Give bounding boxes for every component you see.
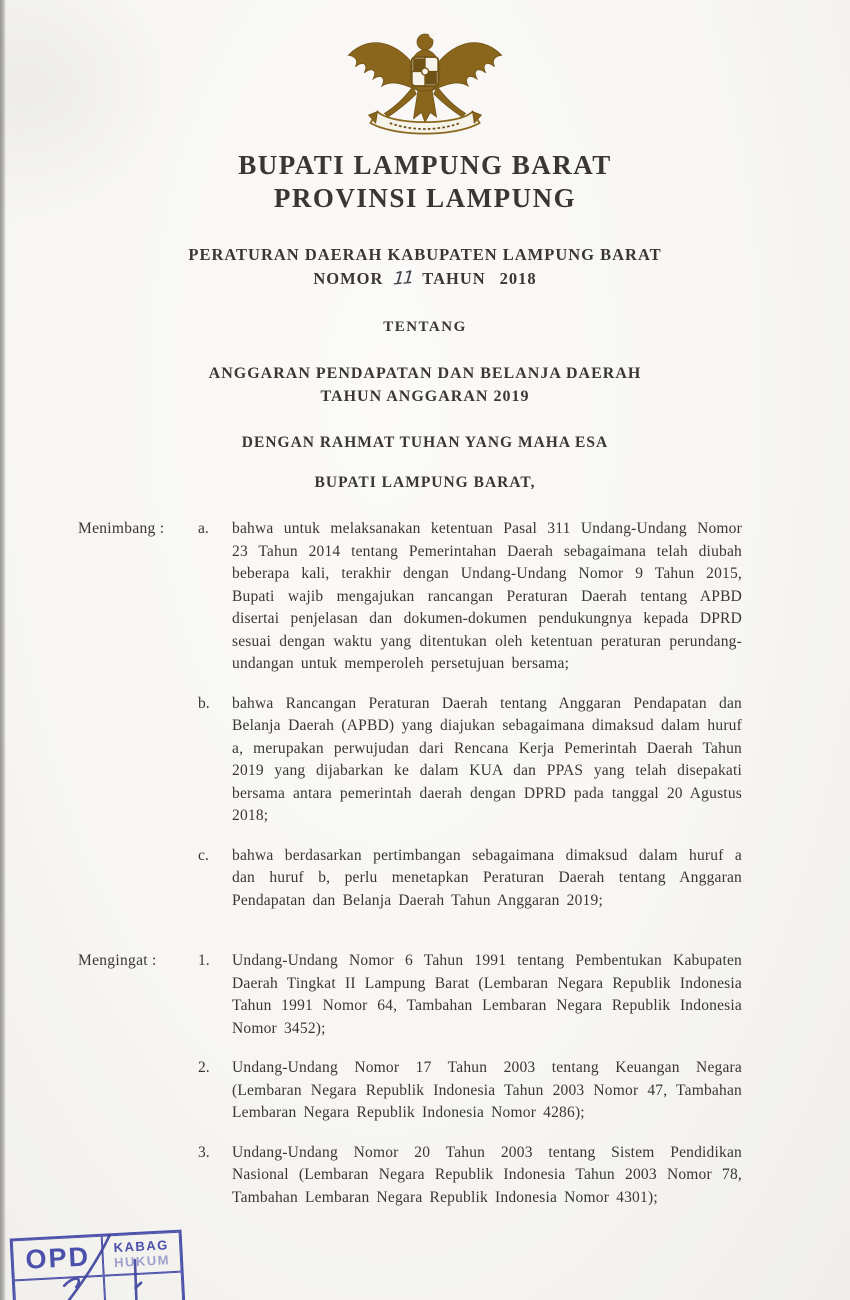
handwritten-number: 11 (390, 267, 416, 290)
menimbang-item-b: bahwa Rancangan Peraturan Daerah tentang Anggaran Pendapatan dan Belanja Daerah (APBD) yang diajukan sebagaimana dimaksud dalam huruf a, merupakan perwujudan dari Rencana Kerja Pemerintah Daerah Tahun 2019 yang dijabarkan ke dalam KUA dan PPAS yang telah disepakati bersama antara pemerintah daerah dengan DPRD pada tanggal 20 Agustus 2018; (232, 694, 742, 824)
authority-line: BUPATI LAMPUNG BARAT, (314, 474, 536, 491)
subject-line1: ANGGARAN PENDAPATAN DAN BELANJA DAERAH (208, 365, 642, 382)
nomor-label: NOMOR (313, 269, 384, 288)
stamp-cell-empty-left (14, 1276, 106, 1300)
regulation-title: PERATURAN DAERAH KABUPATEN LAMPUNG BARAT (188, 245, 662, 264)
mengingat-marker-3: 3. (198, 1143, 210, 1161)
menimbang-section (78, 518, 742, 912)
menimbang-label: Menimbang : (78, 520, 165, 537)
scan-smudge-artifact (0, 0, 180, 220)
regulation-subject (0, 362, 850, 408)
menimbang-item-a: bahwa untuk melaksanakan ketentuan Pasal 311 Undang-Undang Nomor 23 Tahun 2014 tentang Pemerintahan Daerah sebagaimana telah diubah beberapa kali, terakhir dengan Undang-Undang Nomor 9 Tahun 2015, Bupati wajib mengajukan rancangan Peraturan Daerah tentang APBD disertai penjelasan dan dokumen-dokumen pendukungnya kepada DPRD sesuai dengan waktu yang ditentukan oleh ketentuan peraturan perundang-undangan untuk memperoleh persetujuan bersama; (232, 520, 742, 672)
mengingat-marker-1: 1. (198, 952, 210, 969)
subject-line2: TAHUN ANGGARAN 2019 (320, 388, 530, 405)
garuda-pancasila-icon (332, 20, 518, 143)
stamp-kabag-line2: HUKUM (113, 1252, 171, 1271)
menimbang-item-c: bahwa berdasarkan pertimbangan sebagaimana dimaksud dalam huruf a dan huruf b, perlu menetapkan Peraturan Daerah tentang Anggaran Pendapatan dan Belanja Daerah Tahun Anggaran 2019; (232, 846, 742, 909)
mengingat-section (78, 950, 742, 1209)
mengingat-item-2: Undang-Undang Nomor 17 Tahun 2003 tentang Keuangan Negara (Lembaran Negara Republik Indonesia Tahun 2003 Nomor 47, Tambahan Lembaran Negara Republik Indonesia Nomor 4286); (232, 1059, 742, 1121)
stamp-cell-empty-right (104, 1272, 185, 1300)
mengingat-label: Mengingat : (78, 952, 157, 969)
stamp-kabag-line1: KABAG (113, 1237, 170, 1256)
stamp-opd-label: OPD (24, 1240, 91, 1275)
letterhead-line1: BUPATI LAMPUNG BARAT (238, 150, 612, 180)
stamp-cell-kabag (102, 1232, 182, 1276)
mengingat-item-1: Undang-Undang Nomor 6 Tahun 1991 tentang Pembentukan Kabupaten Daerah Tingkat II Lampung Barat (Lembaran Negara Republik Indonesia Tahun 1991 Nomor 64, Tambahan Lembaran Negara Republik Indonesia Nomor 3452); (232, 952, 742, 1037)
menimbang-marker-b: b. (198, 694, 210, 712)
regulation-number-line (0, 268, 850, 289)
menimbang-marker-c: c. (198, 846, 209, 864)
opd-kabag-hukum-stamp (10, 1230, 187, 1300)
letterhead-line2: PROVINSI LAMPUNG (273, 183, 577, 213)
tahun-value: 2018 (499, 269, 537, 288)
tahun-label: TAHUN (422, 269, 486, 288)
tentang-label: TENTANG (383, 319, 467, 335)
mengingat-marker-2: 2. (198, 1059, 210, 1076)
invocation-line: DENGAN RAHMAT TUHAN YANG MAHA ESA (241, 434, 609, 451)
menimbang-marker-a: a. (198, 520, 209, 537)
stamp-cell-opd (12, 1236, 104, 1281)
mengingat-item-3: Undang-Undang Nomor 20 Tahun 2003 tentang Sistem Pendidikan Nasional (Lembaran Negara Republik Indonesia Tahun 2003 Nomor 78, Tambahan Lembaran Negara Republik Indonesia Nomor 4301); (232, 1143, 742, 1206)
